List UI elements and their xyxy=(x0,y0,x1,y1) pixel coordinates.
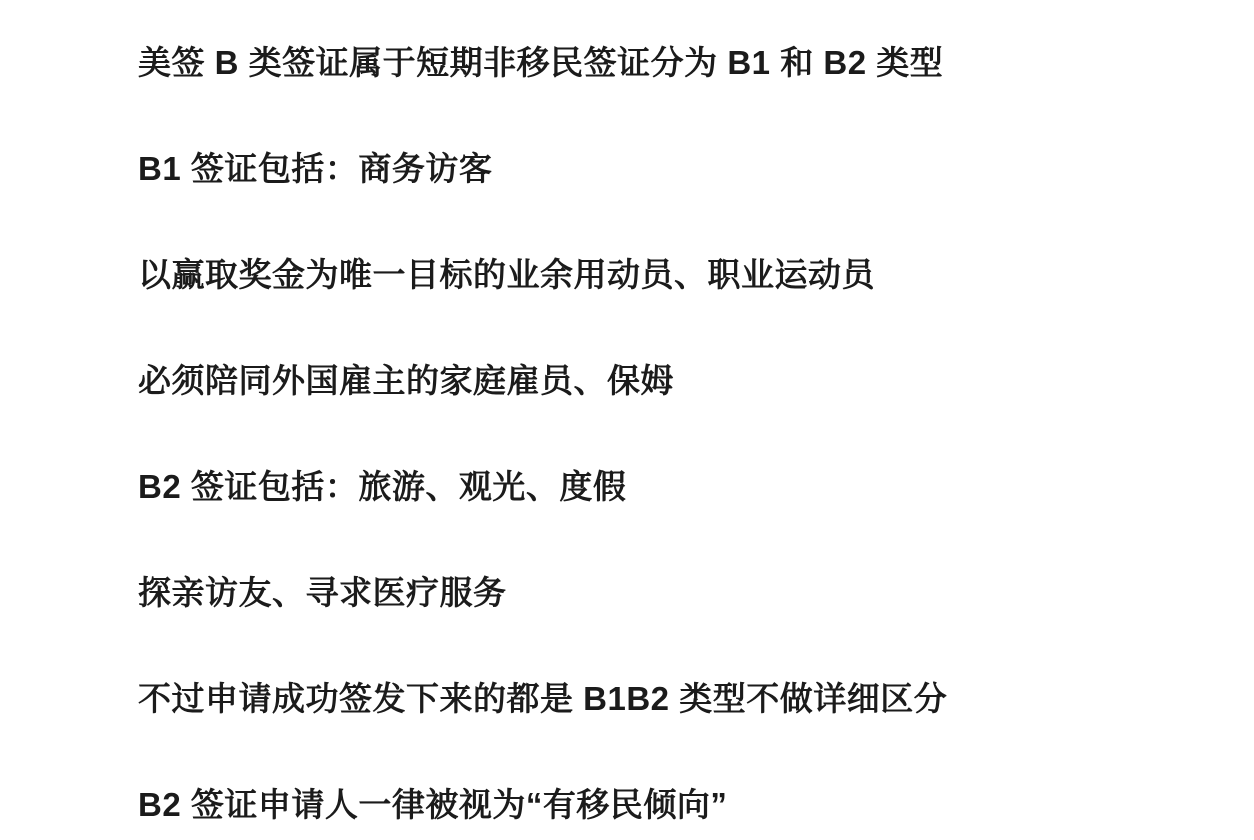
paragraph-6: 探亲访友、寻求医疗服务 xyxy=(138,573,507,611)
paragraph-5: B2 签证包括：旅游、观光、度假 xyxy=(138,467,627,505)
paragraph-4: 必须陪同外国雇主的家庭雇员、保姆 xyxy=(138,361,674,399)
paragraph-3: 以赢取奖金为唯一目标的业余用动员、职业运动员 xyxy=(138,255,875,293)
paragraph-1: 美签 B 类签证属于短期非移民签证分为 B1 和 B2 类型 xyxy=(138,44,944,81)
paragraph-8: B2 签证申请人一律被视为“有移民倾向” xyxy=(138,785,728,823)
paragraph-2: B1 签证包括：商务访客 xyxy=(138,149,493,187)
paragraph-7: 不过申请成功签发下来的都是 B1B2 类型不做详细区分 xyxy=(138,679,948,717)
document-body xyxy=(138,44,1194,825)
